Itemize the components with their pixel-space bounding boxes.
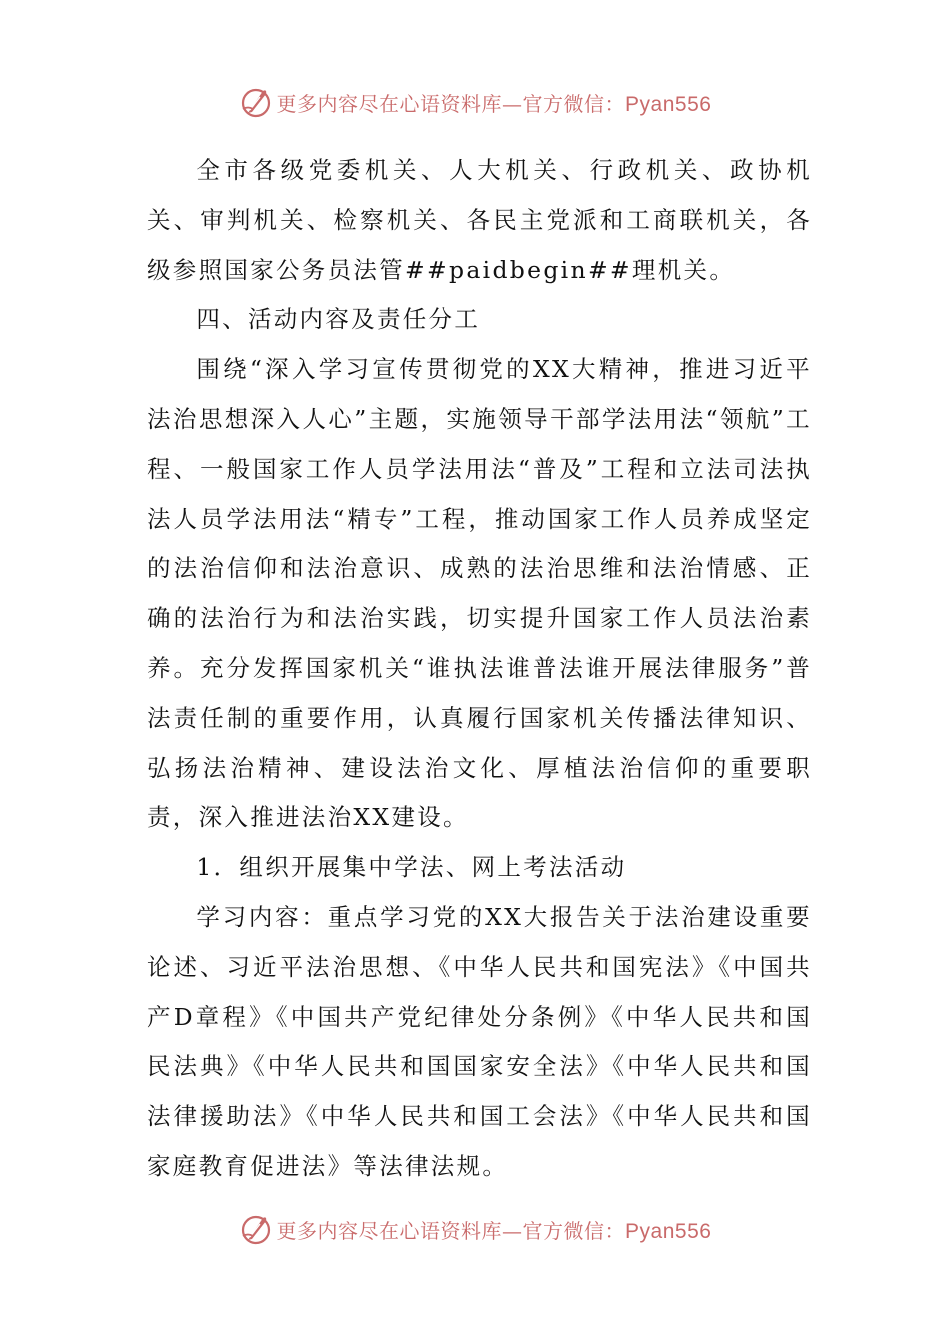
watermark-banner-bottom <box>0 1209 950 1249</box>
watermark-wechat-id: Pyan556 <box>625 1219 712 1243</box>
watermark-wechat-id: Pyan556 <box>625 92 712 116</box>
watermark-banner-top <box>0 82 950 122</box>
paragraph-scope: 全市各级党委机关、人大机关、行政机关、政协机关、审判机关、检察机关、各民主党派和工商联机关，各级参照国家公务员法管##paidbegin##理机关。 <box>147 156 812 284</box>
watermark-text-cn: 更多内容尽在心语资料库—官方微信： <box>276 91 626 116</box>
document-body <box>147 146 812 1192</box>
subsection-heading-study: 1．组织开展集中学法、网上考法活动 <box>196 853 627 882</box>
watermark-text-cn: 更多内容尽在心语资料库—官方微信： <box>276 1218 626 1243</box>
watermark-text <box>277 88 712 117</box>
quill-pen-icon <box>239 85 273 119</box>
quill-pen-icon <box>239 1212 273 1246</box>
watermark-text <box>277 1215 712 1244</box>
paragraph-theme: 围绕“深入学习宣传贯彻党的XX大精神，推进习近平法治思想深入人心”主题，实施领导干部学法用法“领航”工程、一般国家工作人员学法用法“普及”工程和立法司法执法人员学法用法“精专”工程，推动国家工作人员养成坚定的法治信仰和法治意识、成熟的法治思维和法治情感、正确的法治行为和法治实践，切实提升国家工作人员法治素养。充分发挥国家机关“谁执法谁普法谁开展法律服务”普法责任制的重要作用，认真履行国家机关传播法律知识、弘扬法治精神、建设法治文化、厚植法治信仰的重要职责，深入推进法治XX建设。 <box>147 355 812 832</box>
section-heading-activities: 四、活动内容及责任分工 <box>196 305 481 334</box>
paragraph-study-content: 学习内容：重点学习党的XX大报告关于法治建设重要论述、习近平法治思想、《中华人民共和国宪法》《中国共产D章程》《中国共产党纪律处分条例》《中华人民共和国民法典》《中华人民共和国国家安全法》《中华人民共和国法律援助法》《中华人民共和国工会法》《中华人民共和国家庭教育促进法》等法律法规。 <box>147 902 812 1180</box>
